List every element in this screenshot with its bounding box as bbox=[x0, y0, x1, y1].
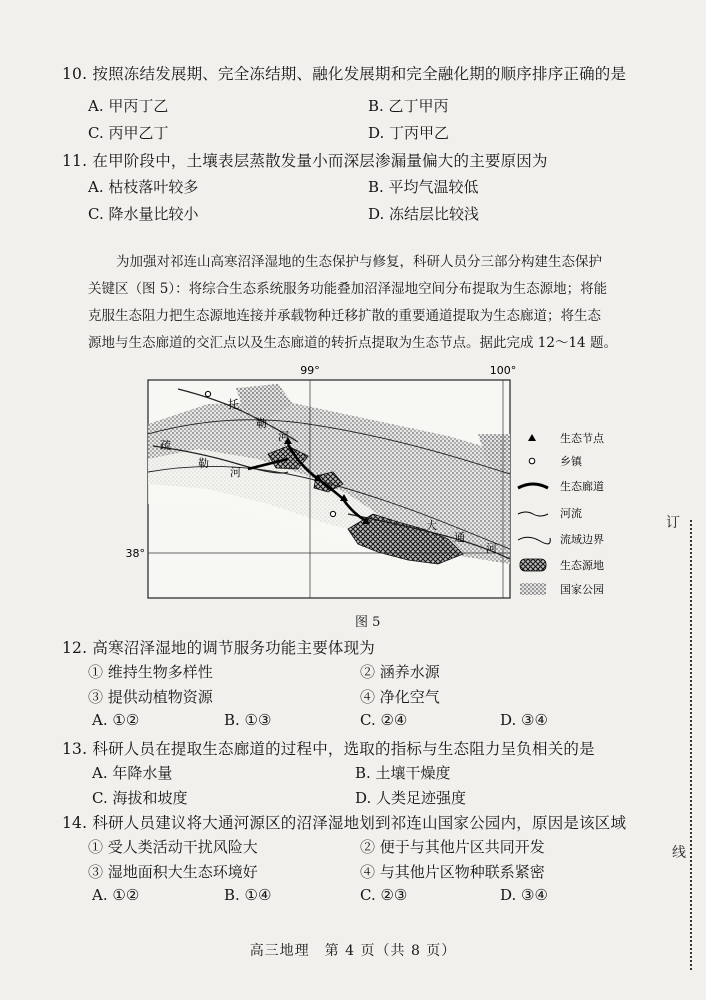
statement-item: ④ 净化空气 bbox=[360, 688, 440, 706]
question-stem: 在甲阶段中，土壤表层蒸散发量小而深层渗漏量偏大的主要原因为 bbox=[92, 152, 548, 170]
question-13 bbox=[62, 737, 595, 759]
option-a: A. 甲丙丁乙 bbox=[88, 97, 169, 115]
question-number: 13. bbox=[62, 740, 88, 758]
river-icon bbox=[518, 512, 548, 516]
statement-item: ③ 湿地面积大生态环境好 bbox=[88, 863, 258, 881]
legend-label: 生态节点 bbox=[560, 432, 604, 445]
river-label: 疏 bbox=[160, 439, 171, 452]
margin-mark: 订 bbox=[666, 515, 680, 531]
option-c: C. 海拔和坡度 bbox=[92, 789, 188, 807]
option-a: A. 年降水量 bbox=[92, 764, 173, 782]
town-icon bbox=[529, 458, 535, 464]
option-b: B. 平均气温较低 bbox=[368, 178, 479, 196]
page-footer: 高三地理 第 4 页（共 8 页） bbox=[249, 943, 457, 959]
passage-line: 克服生态阻力把生态源地连接并承载物种迁移扩散的重要通道提取为生态廊道；将生态 bbox=[88, 308, 601, 324]
option-c: C. ②④ bbox=[360, 711, 408, 729]
option-d: D. ③④ bbox=[500, 886, 548, 904]
margin-mark: 线 bbox=[672, 845, 686, 861]
legend-label: 乡镇 bbox=[560, 455, 582, 468]
legend-label: 国家公园 bbox=[560, 583, 604, 596]
option-d: D. 冻结层比较浅 bbox=[368, 205, 480, 223]
question-stem: 按照冻结发展期、完全冻结期、融化发展期和完全融化期的顺序排序正确的是 bbox=[92, 65, 627, 83]
statement-item: ① 受人类活动干扰风险大 bbox=[88, 838, 258, 856]
figure-5-map bbox=[125, 364, 648, 604]
question-stem: 科研人员建议将大通河源区的沼泽湿地划到祁连山国家公园内，原因是该区域 bbox=[92, 814, 627, 832]
option-b: B. 乙丁甲丙 bbox=[368, 97, 449, 115]
passage-line: 关键区（图 5）：将综合生态系统服务功能叠加沼泽湿地空间分布提取为生态源地；将能 bbox=[88, 281, 608, 297]
statement-item: ② 涵养水源 bbox=[360, 663, 440, 681]
river-label: 大 bbox=[426, 519, 437, 532]
source-area-icon bbox=[520, 559, 546, 571]
river-label: 河 bbox=[278, 430, 289, 443]
option-b: B. ①④ bbox=[224, 886, 272, 904]
legend-label: 生态源地 bbox=[560, 559, 604, 572]
question-12 bbox=[62, 636, 375, 658]
statement-item: ③ 提供动植物资源 bbox=[88, 688, 213, 706]
question-10 bbox=[62, 62, 626, 84]
legend-label: 流域边界 bbox=[560, 533, 604, 546]
option-d: D. ③④ bbox=[500, 711, 548, 729]
river-label: 托 bbox=[228, 398, 239, 411]
option-a: A. 枯枝落叶较多 bbox=[88, 178, 199, 196]
map-legend bbox=[518, 431, 605, 596]
boundary-icon bbox=[518, 537, 550, 544]
passage-line: 源地与生态廊道的交汇点以及生态廊道的转折点提取为生态节点。据此完成 12～14 题。 bbox=[88, 335, 617, 351]
river-label: 勒 bbox=[256, 417, 267, 430]
option-d: D. 丁丙甲乙 bbox=[368, 124, 450, 142]
option-c: C. 降水量比较小 bbox=[88, 205, 199, 223]
option-b: B. 土壤干燥度 bbox=[355, 764, 451, 782]
town-icon bbox=[330, 511, 335, 516]
river-label: 河 bbox=[486, 542, 497, 555]
lon-label: 100° bbox=[489, 364, 517, 377]
corridor-icon bbox=[518, 484, 548, 488]
legend-label: 生态廊道 bbox=[560, 480, 604, 493]
question-number: 12. bbox=[62, 639, 88, 657]
option-a: A. ①② bbox=[92, 886, 140, 904]
national-park-icon bbox=[520, 583, 546, 595]
question-stem: 高寒沼泽湿地的调节服务功能主要体现为 bbox=[92, 639, 376, 657]
legend-label: 河流 bbox=[560, 507, 582, 520]
question-number: 10. bbox=[62, 65, 88, 83]
option-c: C. 丙甲乙丁 bbox=[88, 124, 169, 142]
statement-item: ④ 与其他片区物种联系紧密 bbox=[360, 863, 545, 881]
reading-passage bbox=[88, 249, 678, 357]
option-d: D. 人类足迹强度 bbox=[355, 789, 467, 807]
statement-item: ① 维持生物多样性 bbox=[88, 663, 213, 681]
river-label: 河 bbox=[230, 466, 241, 479]
river-label: 勒 bbox=[198, 457, 209, 470]
lon-label: 99° bbox=[300, 364, 320, 377]
statement-item: ② 便于与其他片区共同开发 bbox=[360, 838, 545, 856]
passage-line: 为加强对祁连山高寒沼泽湿地的生态保护与修复，科研人员分三部分构建生态保护 bbox=[116, 254, 602, 270]
option-a: A. ①② bbox=[92, 711, 140, 729]
river-label: 通 bbox=[454, 531, 465, 544]
binding-line bbox=[690, 520, 692, 970]
figure-caption: 图 5 bbox=[355, 615, 381, 630]
lat-label: 38° bbox=[125, 547, 145, 560]
town-icon bbox=[205, 391, 210, 396]
question-14 bbox=[62, 811, 626, 833]
option-c: C. ②③ bbox=[360, 886, 408, 904]
question-11 bbox=[62, 149, 548, 171]
question-number: 14. bbox=[62, 814, 88, 832]
option-b: B. ①③ bbox=[224, 711, 272, 729]
question-number: 11. bbox=[62, 152, 88, 170]
question-stem: 科研人员在提取生态廊道的过程中，选取的指标与生态阻力呈负相关的是 bbox=[92, 740, 595, 758]
ecological-node-icon bbox=[528, 434, 536, 441]
